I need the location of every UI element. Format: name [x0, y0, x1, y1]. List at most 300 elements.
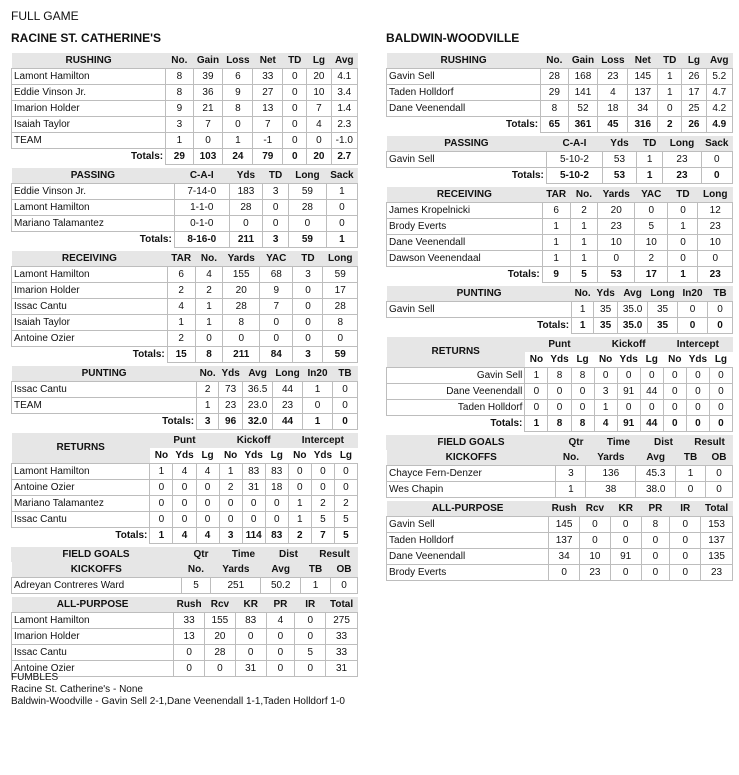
- totals-row: [387, 416, 733, 432]
- stat-cell: 137: [628, 85, 658, 101]
- stat-cell: 28: [229, 200, 262, 216]
- stat-cell: 4: [173, 464, 196, 480]
- stat-cell: 275: [326, 613, 358, 629]
- column-header-row: [386, 435, 733, 450]
- totals-row: [12, 149, 358, 165]
- player-name: Gavin Sell: [387, 517, 549, 533]
- stat-cell: 4.7: [706, 85, 732, 101]
- column-header-row: [387, 187, 733, 203]
- stat-cell: 0: [334, 480, 357, 496]
- stat-cell: 0: [668, 203, 698, 219]
- stat-cell: 83: [235, 613, 266, 629]
- passing-section-label: PASSING: [387, 136, 547, 152]
- stat-cell: 18: [265, 480, 288, 496]
- stat-cell: 0: [326, 216, 357, 232]
- column-header: Rcv: [205, 597, 236, 613]
- stat-cell: 2: [311, 496, 334, 512]
- receiving-section-label: RECEIVING: [387, 187, 543, 203]
- stat-cell: 0: [205, 661, 236, 677]
- total-cell: 45: [598, 117, 628, 133]
- table-row: [12, 133, 358, 149]
- rushing-section-label: RUSHING: [387, 53, 541, 69]
- column-header: Long: [648, 286, 678, 302]
- stat-cell: 0: [663, 400, 686, 416]
- column-header: KR: [235, 597, 266, 613]
- stat-cell: 0: [283, 133, 307, 149]
- stat-cell: 0: [195, 331, 223, 347]
- player-name: Gavin Sell: [387, 302, 572, 318]
- stat-cell: 168: [568, 69, 598, 85]
- column-header: Yds: [242, 448, 265, 464]
- stat-cell: 0: [571, 384, 594, 400]
- column-header: IR: [295, 597, 326, 613]
- table-row: [387, 466, 733, 482]
- stat-cell: 0: [333, 382, 358, 398]
- player-name: Taden Holldorf: [387, 400, 525, 416]
- group-label: Punt: [525, 337, 594, 352]
- stat-cell: 0: [549, 565, 580, 581]
- column-header: No: [525, 352, 548, 368]
- column-header: Lg: [334, 448, 357, 464]
- column-header: No.: [166, 53, 194, 69]
- stat-cell: 0: [641, 533, 670, 549]
- stat-cell: 20: [205, 629, 236, 645]
- column-header: No.: [556, 450, 586, 466]
- total-cell: 0: [283, 149, 307, 165]
- rushing-table: [386, 53, 733, 133]
- fumbles-line-away: Baldwin-Woodville - Gavin Sell 2-1,Dane Veenendall 1-1,Taden Holldorf 1-0: [11, 696, 345, 707]
- stat-cell: 23: [580, 565, 611, 581]
- player-name: Dawson Veenendaal: [387, 251, 543, 267]
- total-cell: 5: [334, 528, 357, 544]
- column-header: Qtr: [181, 547, 221, 562]
- stat-cell: 0: [293, 331, 323, 347]
- stat-cell: 20: [307, 69, 331, 85]
- column-header: OB: [706, 450, 733, 466]
- column-header: Dist: [266, 547, 311, 562]
- stat-cell: 0: [668, 235, 698, 251]
- passing-table: [386, 136, 733, 184]
- stat-cell: 1: [570, 251, 598, 267]
- stat-cell: 0: [670, 549, 701, 565]
- column-header: No.: [570, 187, 598, 203]
- stat-cell: 4: [266, 613, 295, 629]
- stat-cell: 0: [709, 368, 732, 384]
- totals-row: [387, 117, 733, 133]
- stat-cell: 155: [223, 267, 260, 283]
- column-header: Avg: [243, 366, 273, 382]
- total-cell: 5-10-2: [546, 168, 602, 184]
- table-row: [12, 184, 358, 200]
- stat-cell: 23: [219, 398, 243, 414]
- table-row: [387, 400, 733, 416]
- stat-cell: 5: [635, 219, 668, 235]
- stat-cell: 1.4: [331, 101, 357, 117]
- player-name: Dane Veenendall: [387, 235, 543, 251]
- stat-cell: 5-10-2: [546, 152, 602, 168]
- stat-cell: 7: [253, 117, 283, 133]
- stat-cell: 1: [326, 184, 357, 200]
- stat-cell: 1: [195, 299, 223, 315]
- column-header: YAC: [260, 251, 293, 267]
- table-row: [387, 302, 733, 318]
- stat-cell: 0: [295, 661, 326, 677]
- stat-cell: 0: [173, 512, 196, 528]
- stat-cell: 36: [193, 85, 223, 101]
- stat-cell: 28: [205, 645, 236, 661]
- table-row: [12, 117, 358, 133]
- total-cell: 20: [307, 149, 331, 165]
- stat-cell: 0: [193, 133, 223, 149]
- column-header: Yds: [311, 448, 334, 464]
- total-cell: 29: [166, 149, 194, 165]
- column-header: TB: [708, 286, 733, 302]
- total-cell: 84: [260, 347, 293, 363]
- table-row: [12, 578, 358, 594]
- total-cell: 0: [708, 318, 733, 334]
- stat-cell: 0: [708, 302, 733, 318]
- stat-cell: 8: [166, 85, 194, 101]
- stat-cell: 35: [594, 302, 618, 318]
- total-cell: 114: [242, 528, 265, 544]
- fumbles-label: FUMBLES: [11, 672, 59, 683]
- player-name: Gavin Sell: [387, 152, 547, 168]
- total-cell: 44: [273, 414, 303, 430]
- returns-table: [11, 433, 358, 544]
- page-title: FULL GAME: [11, 9, 79, 23]
- stat-cell: 0: [698, 251, 733, 267]
- table-row: [387, 549, 733, 565]
- column-header: Gain: [568, 53, 598, 69]
- column-header: In20: [303, 366, 333, 382]
- table-row: [12, 645, 358, 661]
- player-name: Brody Everts: [387, 219, 543, 235]
- stat-cell: 50.2: [261, 578, 301, 594]
- stat-cell: 0: [525, 384, 548, 400]
- stat-cell: 0: [663, 384, 686, 400]
- total-cell: 35: [594, 318, 618, 334]
- stat-cell: 10: [698, 235, 733, 251]
- receiving-table: [11, 251, 358, 363]
- stat-cell: 31: [326, 661, 358, 677]
- stat-cell: 59: [323, 267, 358, 283]
- group-label: Punt: [150, 433, 219, 448]
- stat-cell: 12: [698, 203, 733, 219]
- stat-cell: 0: [293, 315, 323, 331]
- stat-cell: 23: [663, 152, 701, 168]
- stat-cell: 33: [326, 629, 358, 645]
- column-header: Yds: [686, 352, 709, 368]
- stat-cell: 0: [617, 400, 640, 416]
- stat-cell: 0: [242, 512, 265, 528]
- stat-cell: 3: [556, 466, 586, 482]
- column-header: Sack: [326, 168, 357, 184]
- column-header: Lg: [682, 53, 706, 69]
- stat-cell: 0: [548, 384, 571, 400]
- stat-cell: 21: [193, 101, 223, 117]
- stat-cell: 0: [288, 480, 311, 496]
- column-header-row: [387, 136, 733, 152]
- stat-cell: -1: [253, 133, 283, 149]
- total-cell: 15: [167, 347, 195, 363]
- stat-cell: 27: [253, 85, 283, 101]
- stat-cell: 0: [196, 496, 219, 512]
- fieldgoals-table: [386, 435, 733, 450]
- column-header: Qtr: [556, 435, 596, 450]
- stat-cell: 1: [288, 512, 311, 528]
- total-cell: 32.0: [243, 414, 273, 430]
- totals-label: Totals:: [115, 529, 148, 541]
- stat-cell: 1: [301, 578, 331, 594]
- player-name: Chayce Fern-Denzer: [387, 466, 556, 482]
- passing-section-label: PASSING: [12, 168, 175, 184]
- player-name: TEAM: [12, 398, 197, 414]
- stat-cell: 0: [150, 480, 173, 496]
- stat-cell: 8: [223, 101, 253, 117]
- stat-cell: 91: [617, 384, 640, 400]
- column-header-row: [12, 251, 358, 267]
- stat-cell: 0: [709, 400, 732, 416]
- column-header: Yds: [173, 448, 196, 464]
- stat-cell: 0: [641, 549, 670, 565]
- stat-cell: 0: [640, 368, 663, 384]
- table-row: [12, 200, 358, 216]
- stat-cell: 0: [686, 368, 709, 384]
- total-cell: 91: [617, 416, 640, 432]
- stat-cell: 0: [283, 69, 307, 85]
- table-row: [12, 69, 358, 85]
- stat-cell: 0: [580, 517, 611, 533]
- stat-cell: 68: [260, 267, 293, 283]
- stat-cell: 0: [635, 203, 668, 219]
- totals-label: Totals:: [139, 233, 172, 245]
- stat-cell: 0: [263, 216, 289, 232]
- column-header: No.: [541, 53, 569, 69]
- stat-cell: 9: [260, 283, 293, 299]
- table-row: [12, 331, 358, 347]
- stat-cell: 0: [641, 565, 670, 581]
- total-cell: 1: [150, 528, 173, 544]
- player-name: Isaiah Taylor: [12, 315, 168, 331]
- total-cell: 1: [668, 267, 698, 283]
- stat-cell: 34: [549, 549, 580, 565]
- column-header-row: [12, 53, 358, 69]
- column-header: Net: [253, 53, 283, 69]
- stat-cell: 0: [196, 512, 219, 528]
- fieldgoals-section-label: FIELD GOALS: [386, 435, 556, 450]
- punting-section-label: PUNTING: [387, 286, 572, 302]
- column-header: Loss: [223, 53, 253, 69]
- total-cell: 4: [173, 528, 196, 544]
- stat-cell: 153: [701, 517, 733, 533]
- player-name: Imarion Holder: [12, 283, 168, 299]
- column-header: Long: [273, 366, 303, 382]
- table-row: [387, 152, 733, 168]
- allpurpose-table: [386, 501, 733, 581]
- column-header: Time: [596, 435, 641, 450]
- stat-cell: 136: [586, 466, 636, 482]
- column-header-row: [12, 562, 358, 578]
- stat-cell: 44: [640, 384, 663, 400]
- column-header: No: [219, 448, 242, 464]
- allpurpose-section-label: ALL-PURPOSE: [387, 501, 549, 517]
- stat-cell: 28: [223, 299, 260, 315]
- stat-cell: 38: [586, 482, 636, 498]
- stat-cell: 2: [167, 331, 195, 347]
- total-cell: 35: [648, 318, 678, 334]
- stat-cell: 0: [323, 331, 358, 347]
- stat-cell: 8: [641, 517, 670, 533]
- total-cell: 1: [303, 414, 333, 430]
- stat-cell: 0: [706, 482, 733, 498]
- total-cell: 1: [636, 168, 662, 184]
- column-header-row: [387, 286, 733, 302]
- column-header: Result: [311, 547, 358, 562]
- stat-cell: 3: [594, 384, 617, 400]
- team-name-home: RACINE ST. CATHERINE'S: [11, 31, 161, 45]
- stat-cell: 0: [617, 368, 640, 384]
- table-row: [387, 482, 733, 498]
- total-cell: 1: [326, 232, 357, 248]
- total-cell: 0: [333, 414, 358, 430]
- stat-cell: 34: [628, 101, 658, 117]
- stat-cell: 83: [242, 464, 265, 480]
- column-header: TD: [283, 53, 307, 69]
- total-cell: 24: [223, 149, 253, 165]
- player-name: Issac Cantu: [12, 512, 150, 528]
- stat-cell: 0: [548, 400, 571, 416]
- stat-cell: 13: [174, 629, 205, 645]
- column-header: In20: [678, 286, 708, 302]
- stat-cell: 1: [556, 482, 586, 498]
- stat-cell: 0: [658, 101, 682, 117]
- rushing-section-label: RUSHING: [12, 53, 166, 69]
- stat-cell: 4.1: [331, 69, 357, 85]
- stat-cell: 0: [266, 629, 295, 645]
- stat-cell: 0: [242, 496, 265, 512]
- stat-cell: 2.3: [331, 117, 357, 133]
- stat-cell: 0: [229, 216, 262, 232]
- table-row: [12, 315, 358, 331]
- column-header: Avg: [706, 53, 732, 69]
- total-cell: 0: [686, 416, 709, 432]
- stat-cell: 0: [265, 496, 288, 512]
- player-name: Taden Holldorf: [387, 533, 549, 549]
- stat-cell: 1: [542, 235, 570, 251]
- column-header: Yds: [548, 352, 571, 368]
- group-label: Intercept: [663, 337, 732, 352]
- total-cell: 0: [709, 416, 732, 432]
- table-row: [12, 382, 358, 398]
- column-header: C-A-I: [174, 168, 229, 184]
- table-row: [387, 565, 733, 581]
- stat-cell: 52: [568, 101, 598, 117]
- table-row: [12, 496, 358, 512]
- table-row: [12, 480, 358, 496]
- stat-cell: 6: [542, 203, 570, 219]
- stat-cell: 0: [235, 629, 266, 645]
- total-cell: 8: [195, 347, 223, 363]
- column-header: Time: [221, 547, 266, 562]
- total-cell: 8: [548, 416, 571, 432]
- table-row: [12, 101, 358, 117]
- total-cell: 3: [263, 232, 289, 248]
- column-header: Yards: [586, 450, 636, 466]
- total-cell: 0: [663, 416, 686, 432]
- totals-label: Totals:: [162, 415, 195, 427]
- stat-cell: 1: [676, 466, 706, 482]
- stat-cell: 0: [670, 517, 701, 533]
- stat-cell: 8: [541, 101, 569, 117]
- total-cell: 79: [253, 149, 283, 165]
- stat-cell: 2: [334, 496, 357, 512]
- stat-cell: 44: [273, 382, 303, 398]
- column-header: Dist: [641, 435, 686, 450]
- stat-cell: 0: [289, 216, 327, 232]
- column-header: C-A-I: [546, 136, 602, 152]
- stat-cell: 35.0: [618, 302, 648, 318]
- column-header-row: [12, 366, 358, 382]
- totals-row: [12, 232, 358, 248]
- player-name: Antoine Ozier: [12, 331, 168, 347]
- kickoffs-section-label: KICKOFFS: [387, 450, 556, 466]
- stat-cell: 0: [266, 661, 295, 677]
- rushing-table: [11, 53, 358, 165]
- column-header: Yards: [598, 187, 635, 203]
- total-cell: 83: [265, 528, 288, 544]
- stat-cell: 20: [598, 203, 635, 219]
- total-cell: 17: [635, 267, 668, 283]
- stat-cell: 145: [549, 517, 580, 533]
- stat-cell: 18: [598, 101, 628, 117]
- table-row: [387, 219, 733, 235]
- stat-cell: 1: [594, 400, 617, 416]
- player-name: Antoine Ozier: [12, 661, 174, 677]
- stat-cell: 2: [219, 480, 242, 496]
- stat-cell: 29: [541, 85, 569, 101]
- table-row: [387, 251, 733, 267]
- total-cell: 65: [541, 117, 569, 133]
- player-name: Isaiah Taylor: [12, 117, 166, 133]
- stat-cell: 1: [668, 219, 698, 235]
- total-cell: 26: [682, 117, 706, 133]
- column-header: No.: [572, 286, 594, 302]
- stat-cell: 59: [289, 184, 327, 200]
- total-cell: 3: [293, 347, 323, 363]
- total-cell: 3: [219, 528, 242, 544]
- table-row: [387, 85, 733, 101]
- table-row: [387, 203, 733, 219]
- stat-cell: 35: [648, 302, 678, 318]
- stat-cell: 0: [223, 117, 253, 133]
- stat-cell: 1: [195, 315, 223, 331]
- player-name: Imarion Holder: [12, 629, 174, 645]
- returns-section-label: RETURNS: [387, 337, 525, 368]
- stat-cell: 10: [598, 235, 635, 251]
- column-header: No: [663, 352, 686, 368]
- stat-cell: 0: [295, 613, 326, 629]
- stat-cell: 6: [223, 69, 253, 85]
- player-name: Adreyan Contreres Ward: [12, 578, 182, 594]
- total-cell: 1: [525, 416, 548, 432]
- column-header: Lg: [709, 352, 732, 368]
- total-cell: 211: [229, 232, 262, 248]
- total-cell: 361: [568, 117, 598, 133]
- column-header: Lg: [640, 352, 663, 368]
- total-cell: 0: [678, 318, 708, 334]
- total-cell: 59: [323, 347, 358, 363]
- kickoffs-table: [386, 450, 733, 498]
